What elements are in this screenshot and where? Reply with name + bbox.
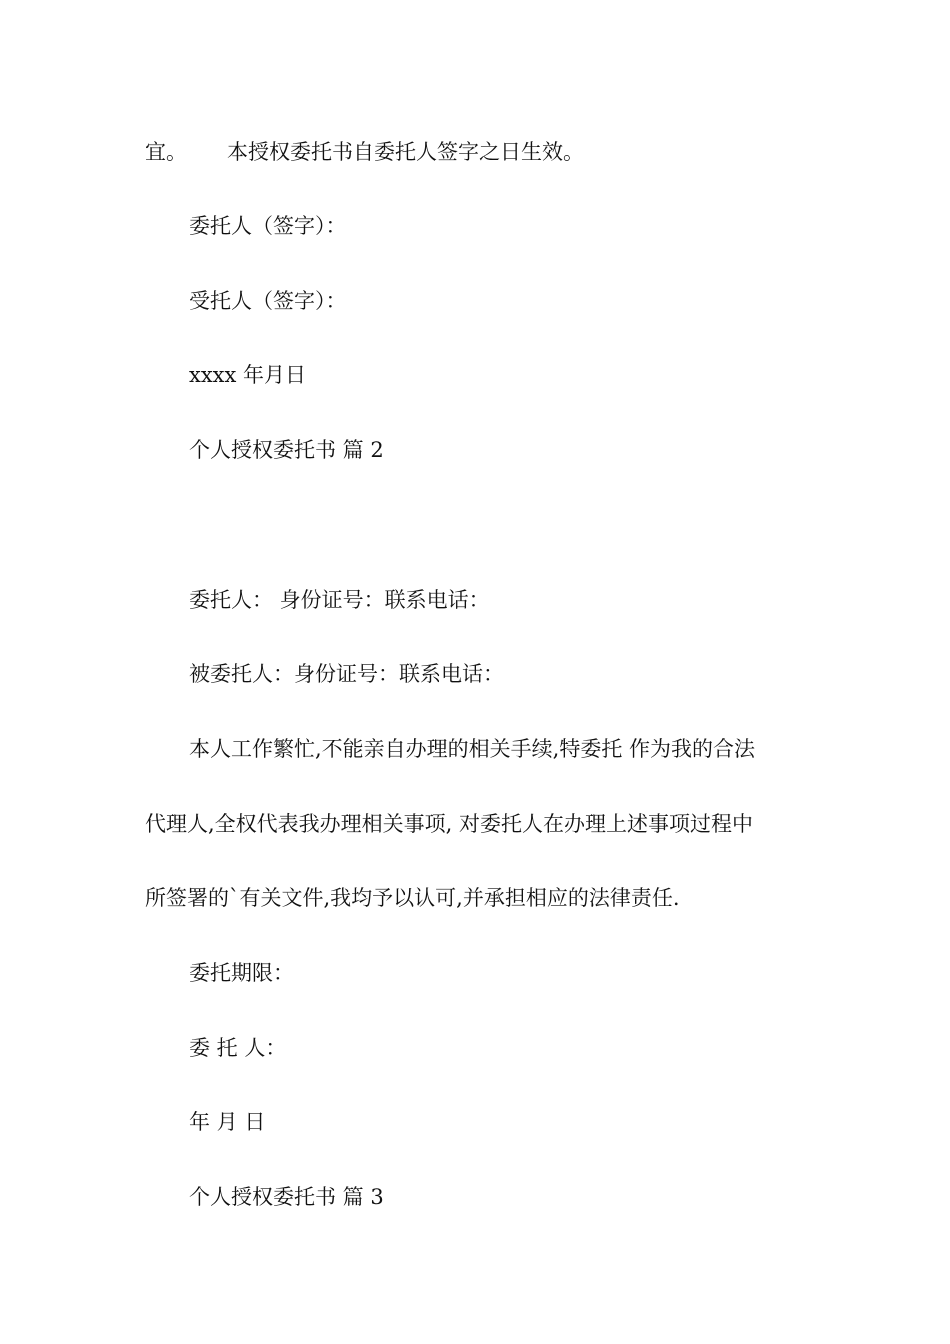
principal-info-line: 委托人： 身份证号：联系电话： [189,588,490,612]
text-fragment-yi: 宜。 [145,140,187,164]
section-heading-2: 个人授权委托书 篇 2 [189,438,384,462]
section-heading-3: 个人授权委托书 篇 3 [189,1185,384,1209]
body-paragraph-line-1: 本人工作繁忙,不能亲自办理的相关手续,特委托 作为我的合法 [189,737,756,761]
text-fragment-effective: 本授权委托书自委托人签字之日生效。 [227,140,584,164]
body-paragraph-line-3: 所签署的`有关文件,我均予以认可,并承担相应的法律责任. [145,886,680,910]
body-paragraph-line-2: 代理人,全权代表我办理相关事项, 对委托人在办理上述事项过程中 [145,812,754,836]
principal-line: 委 托 人： [189,1036,287,1060]
date-blank-line: 年 月 日 [189,1110,266,1134]
date-line: xxxx 年月日 [189,363,307,387]
agent-signature-line: 受托人（签字）： [189,289,347,313]
agent-info-line: 被委托人：身份证号：联系电话： [189,662,504,686]
principal-signature-line: 委托人（签字）： [189,214,347,238]
text-line-1 [145,138,825,166]
term-line: 委托期限： [189,961,294,985]
